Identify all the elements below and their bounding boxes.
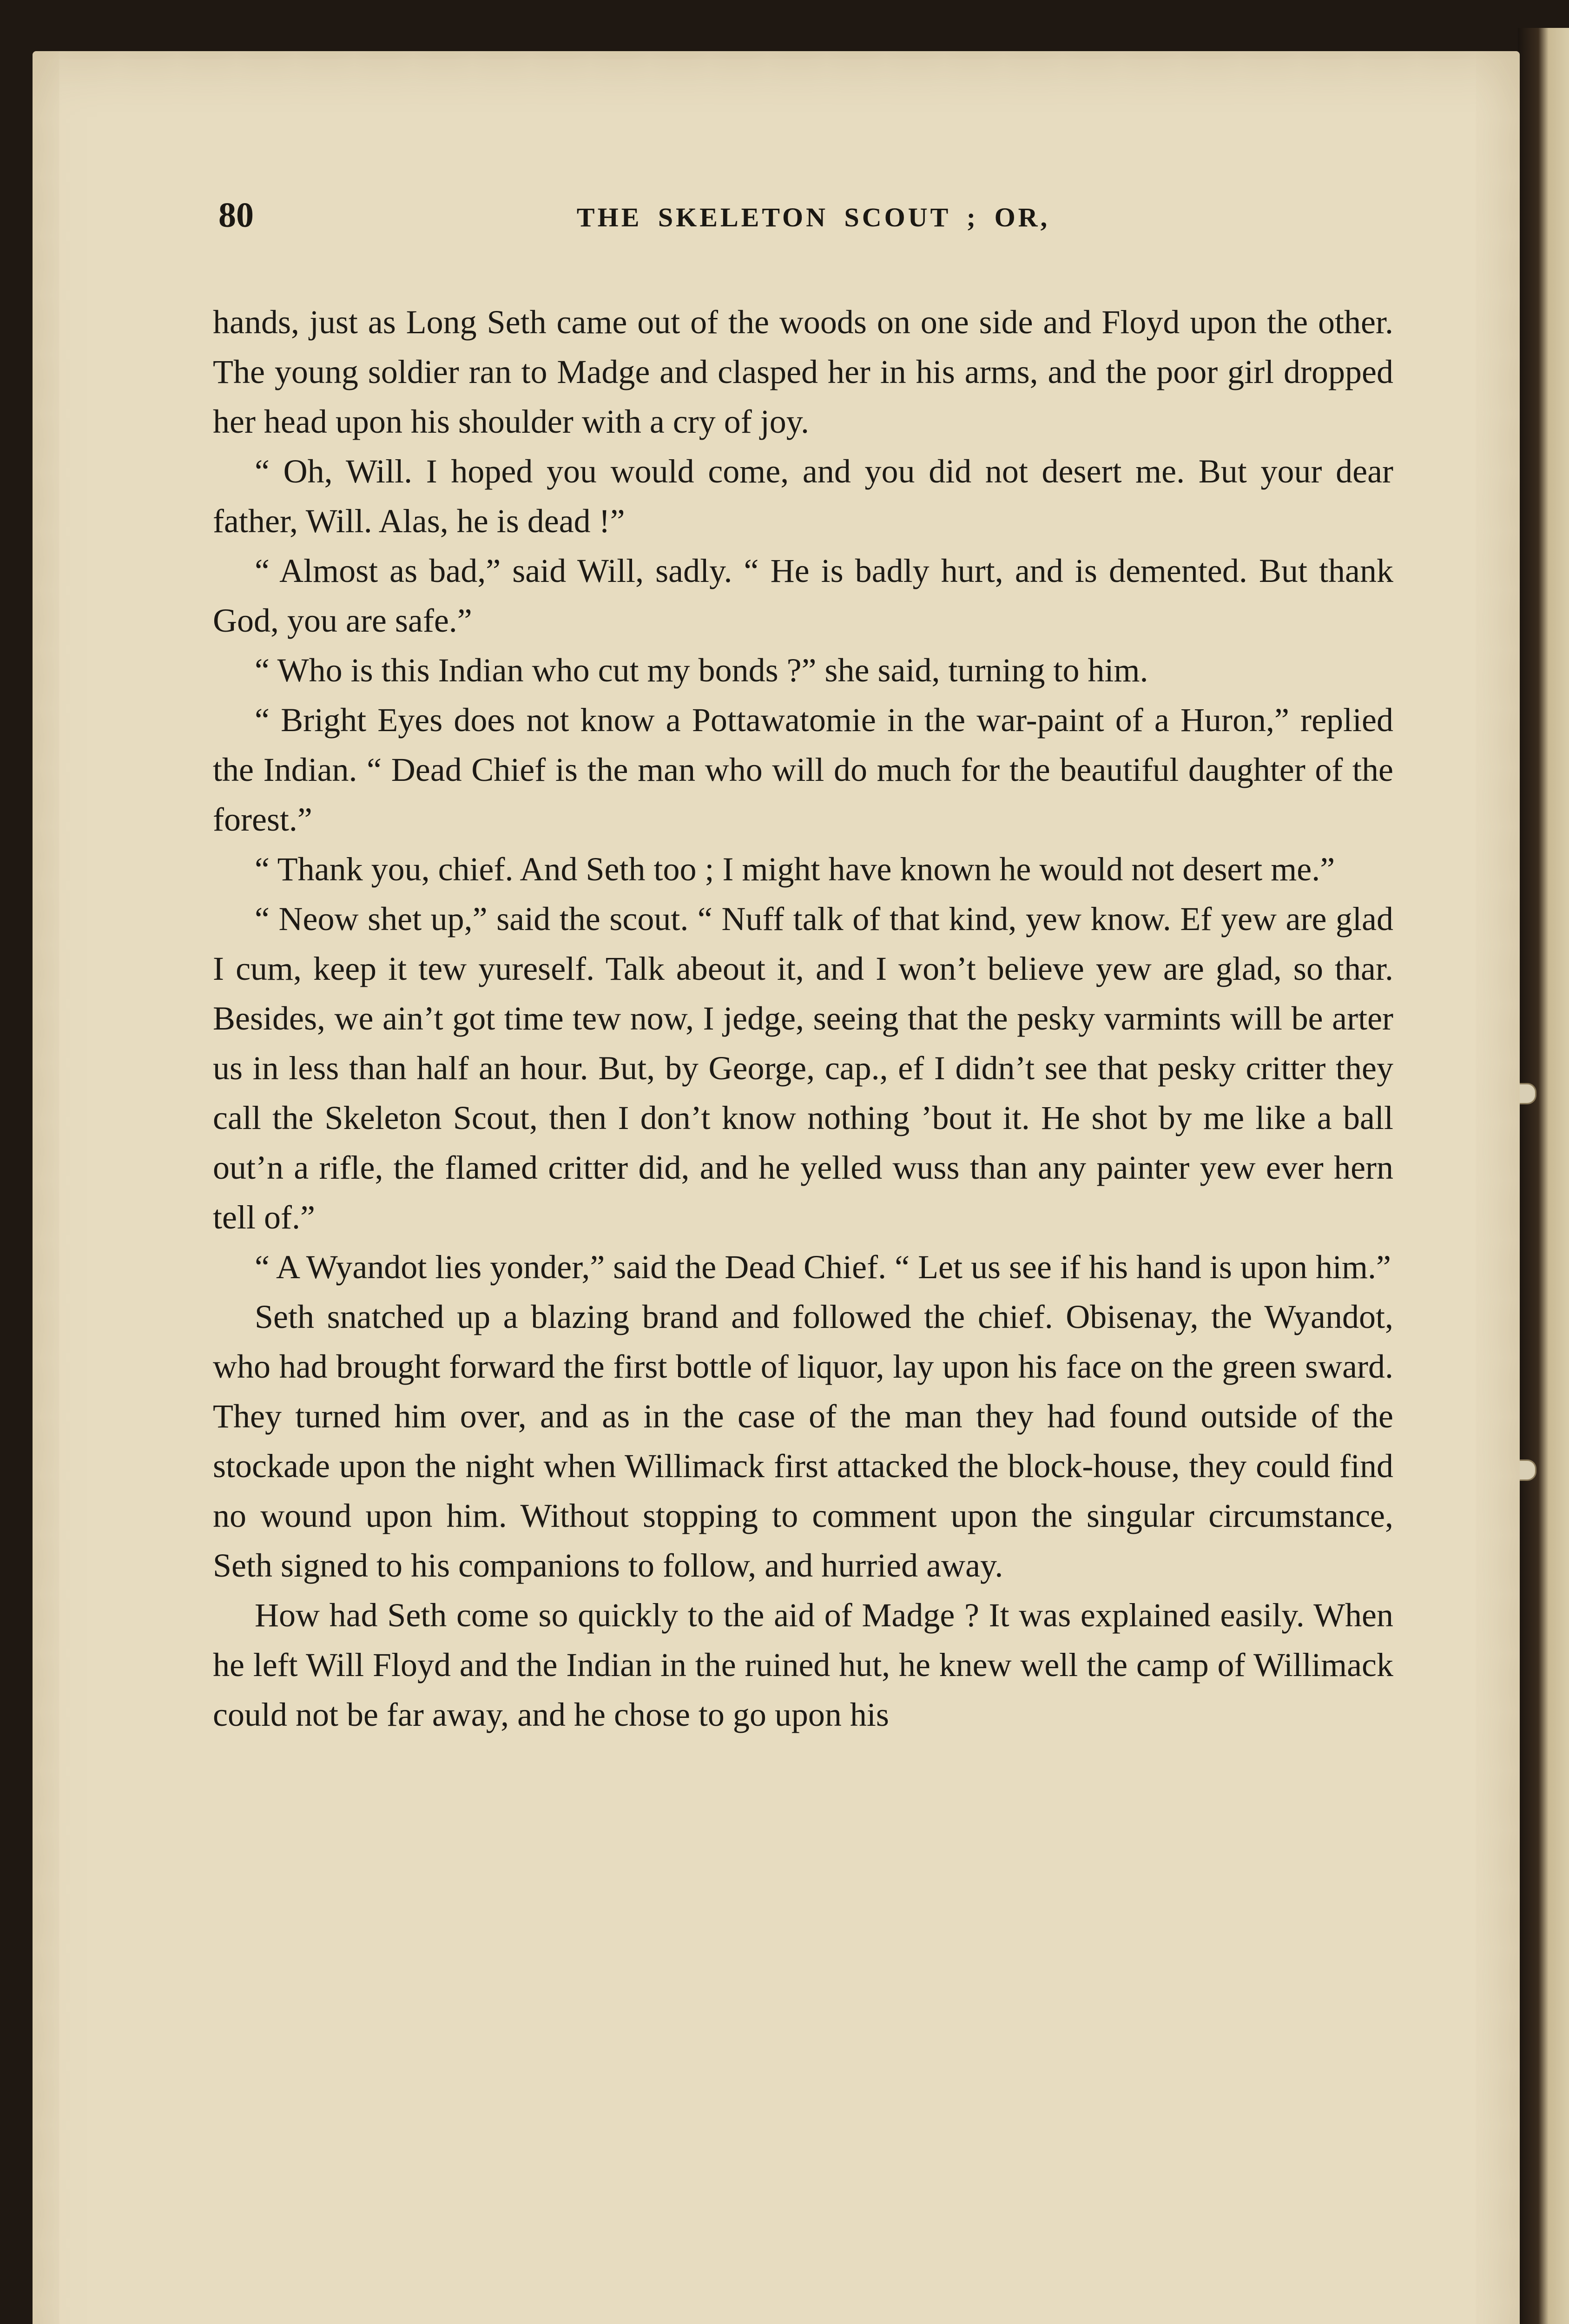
running-head [218,195,1408,246]
paragraph: “ A Wyandot lies yonder,” said the Dead Chief. “ Let us see if his hand is upon him.” [255,1248,1391,1286]
paragraph: “ Neow shet up,” said the scout. “ Nuff talk of that kind, yew know. Ef yew are glad I cum, keep it tew yureself. Talk abeout it, and I won’t believe yew are glad, so thar. Besides, we ain’t got time tew now, I jedge, seeing that the pesky varmints will be arter us in less than half an hour. But, by George, cap., ef I didn’t see that pesky critter they call the Skeleton Scout, then I don’t know nothing ’bout it. He shot by me like a ball out’n a rifle, the flamed critter did, and he yelled wuss than any painter yew ever hern tell of.” [213,900,1393,1236]
body-text [213,297,1393,1740]
binding-edge [1518,28,1569,2324]
paragraph: “ Who is this Indian who cut my bonds ?” she said, turning to him. [255,652,1148,689]
page-number: 80 [218,196,254,235]
paragraph: “ Oh, Will. I hoped you would come, and you did not desert me. But your dear father, Will. Alas, he is dead !” [213,453,1393,540]
paragraph: “ Bright Eyes does not know a Pottawatomie in the war-paint of a Huron,” replied the Indian. “ Dead Chief is the man who will do much for the beautiful daughter of the forest.” [213,701,1393,838]
paragraph: “ Thank you, chief. And Seth too ; I might have known he would not desert me.” [255,851,1335,888]
paragraph: “ Almost as bad,” said Will, sadly. “ He is badly hurt, and is demented. But thank God, you are safe.” [213,552,1393,639]
paragraph: Seth snatched up a blazing brand and followed the chief. Obisenay, the Wyandot, who had brought forward the first bottle of liquor, lay upon his face on the green sward. They turned him over, and as in the case of the man they had found outside of the stockade upon the night when Willimack first attacked the block-house, they could find no wound upon him. Without stopping to comment upon the singular circumstance, Seth signed to his companions to follow, and hurried away. [213,1298,1393,1584]
paragraph: How had Seth come so quickly to the aid of Madge ? It was explained easily. When he left Will Floyd and the Indian in the ruined hut, he knew well the camp of Willimack could not be far away, and he chose to go upon his [213,1597,1393,1733]
paragraph: hands, just as Long Seth came out of the woods on one side and Floyd upon the other. The young soldier ran to Madge and clasped her in his arms, and the poor girl dropped her head upon his shoulder with a cry of joy. [213,304,1393,440]
running-title: THE SKELETON SCOUT ; OR, [576,202,1050,232]
